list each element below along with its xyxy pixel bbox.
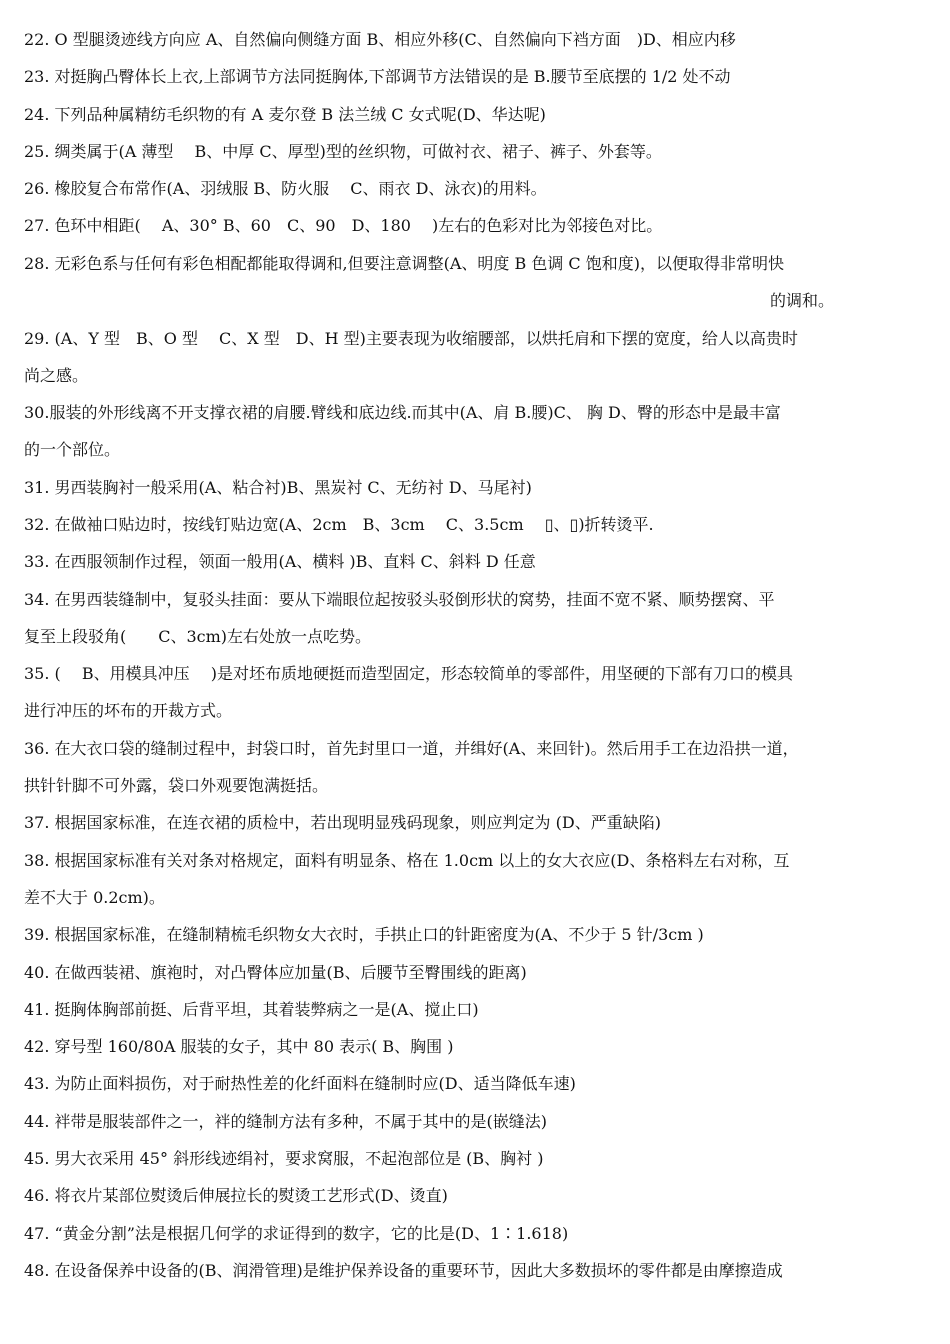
q26-line: 26. 橡胶复合布常作(A、羽绒服 B、防火服 C、雨衣 D、泳衣)的用料。: [24, 179, 547, 198]
q39-line: 39. 根据国家标准，在缝制精梳毛织物女大衣时，手拱止口的针距密度为(A、不少于 5 针/3cm ): [24, 925, 704, 944]
q22-line: 22. O 型腿烫迹线方向应 A、自然偏向侧缝方面 B、相应外移(C、自然偏向下裆方面 )D、相应内移: [24, 30, 736, 49]
q38-line-cont: 差不大于 0.2cm)。: [24, 888, 165, 907]
q28-line-cont: 的调和。: [770, 291, 835, 310]
q36-line: 36. 在大衣口袋的缝制过程中，封袋口时，首先封里口一道，并缉好(A、来回针)。然后用手工在边沿拱一道，: [24, 739, 799, 758]
q48-line: 48. 在设备保养中设备的(B、润滑管理)是维护保养设备的重要环节，因此大多数损坏的零件都是由摩擦造成: [24, 1261, 783, 1280]
q28-line: 28. 无彩色系与任何有彩色相配都能取得调和,但要注意调整(A、明度 B 色调 C 饱和度)，以便取得非常明快: [24, 254, 785, 273]
q30-line: 30.服装的外形线离不开支撑衣裙的肩腰.臂线和底边线.而其中(A、肩 B.腰)C、 胸 D、臀的形态中是最丰富: [24, 403, 781, 422]
q25-line: 25. 绸类属于(A 薄型 B、中厚 C、厚型)型的丝织物，可做衬衣、裙子、裤子、外套等。: [24, 142, 662, 161]
q34-line-cont: 复至上段驳角( C、3cm)左右处放一点吃势。: [24, 627, 372, 646]
q29-line-cont: 尚之感。: [24, 366, 89, 385]
q31-line: 31. 男西装胸衬一般采用(A、粘合衬)B、黑炭衬 C、无纺衬 D、马尾衬): [24, 478, 532, 497]
q47-line: 47. “黄金分割”法是根据几何学的求证得到的数字，它的比是(D、1∶1.618): [24, 1224, 569, 1243]
q40-line: 40. 在做西装裙、旗袍时，对凸臀体应加量(B、后腰节至臀围线的距离): [24, 963, 527, 982]
q36-line-cont: 拱针针脚不可外露，袋口外观要饱满挺括。: [24, 776, 329, 795]
q27-line: 27. 色环中相距( A、30° B、60 C、90 D、180 )左右的色彩对比为邻接色对比。: [24, 216, 663, 235]
q35-line: 35. ( B、用模具冲压 )是对坯布质地硬挺而造型固定，形态较简单的零部件，用坚硬的下部有刀口的模具: [24, 664, 793, 683]
q41-line: 41. 挺胸体胸部前挺、后背平坦，其着装弊病之一是(A、搅止口): [24, 1000, 479, 1019]
q29-line: 29. (A、Y 型 B、O 型 C、X 型 D、H 型)主要表现为收缩腰部，以烘托肩和下摆的宽度，给人以高贵时: [24, 329, 798, 348]
q34-line: 34. 在男西装缝制中，复驳头挂面：要从下端眼位起按驳头驳倒形状的窝势，挂面不宽不紧、顺势摆窝、平: [24, 590, 775, 609]
q38-line: 38. 根据国家标准有关对条对格规定，面料有明显条、格在 1.0cm 以上的女大衣应(D、条格料左右对称，互: [24, 851, 790, 870]
q23-line: 23. 对挺胸凸臀体长上衣,上部调节方法同挺胸体,下部调节方法错误的是 B.腰节至底摆的 1/2 处不动: [24, 67, 731, 86]
q30-line-cont: 的一个部位。: [24, 440, 121, 459]
q46-line: 46. 将衣片某部位熨烫后伸展拉长的熨烫工艺形式(D、烫直): [24, 1186, 448, 1205]
q32-line: 32. 在做袖口贴边时，按线钉贴边宽(A、2cm B、3cm C、3.5cm ▯、▯)折转烫平.: [24, 515, 654, 534]
q45-line: 45. 男大衣采用 45° 斜形线迹绢衬，要求窝服，不起泡部位是 (B、胸衬 ): [24, 1149, 544, 1168]
q42-line: 42. 穿号型 160/80A 服装的女子，其中 80 表示( B、胸围 ): [24, 1037, 454, 1056]
q44-line: 44. 袢带是服装部件之一，袢的缝制方法有多种，不属于其中的是(嵌缝法): [24, 1112, 548, 1131]
q43-line: 43. 为防止面料损伤，对于耐热性差的化纤面料在缝制时应(D、适当降低车速): [24, 1074, 576, 1093]
q35-line-cont: 进行冲压的坏布的开裁方式。: [24, 701, 233, 720]
q24-line: 24. 下列品种属精纺毛织物的有 A 麦尔登 B 法兰绒 C 女式呢(D、华达呢): [24, 105, 546, 124]
q37-line: 37. 根据国家标准，在连衣裙的质检中，若出现明显残码现象，则应判定为 (D、严重缺陷): [24, 813, 661, 832]
q33-line: 33. 在西服领制作过程，领面一般用(A、横料 )B、直料 C、斜料 D 任意: [24, 552, 536, 571]
